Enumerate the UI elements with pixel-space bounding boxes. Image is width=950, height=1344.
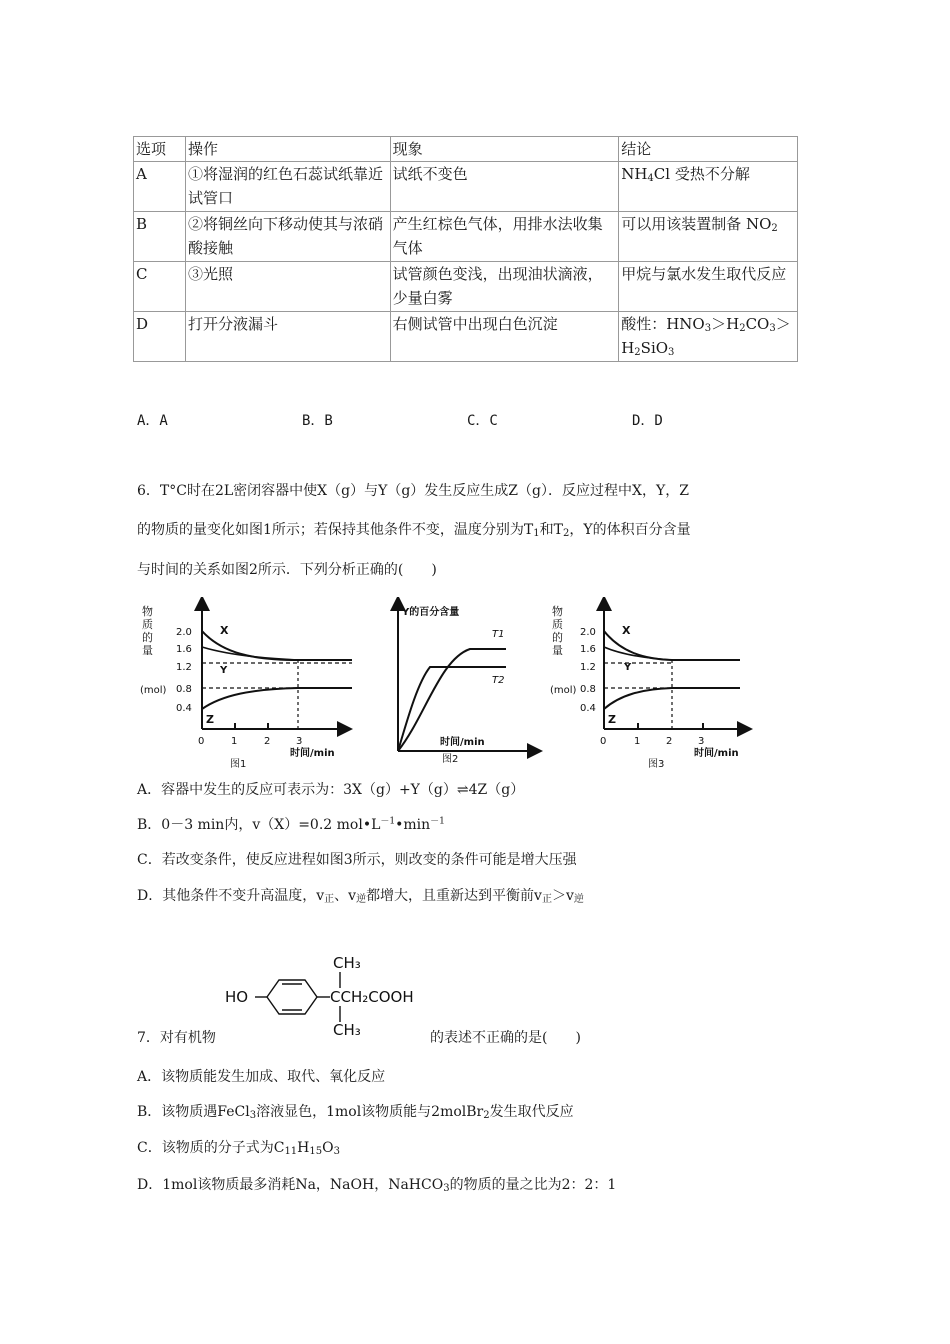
fig3-xtick: 1 [634,736,641,747]
table-cell: ②将铜丝向下移动使其与浓硝酸接触 [185,212,390,262]
fig3-ytick: 1.6 [580,644,596,655]
figure-3 [550,603,745,769]
q6-stem-line1: 6．T°C时在2L密闭容器中使X（g）与Y（g）发生反应生成Z（g）．反应过程中X，Y，Z [137,483,689,499]
q5-option-b[interactable]: B．B [302,413,333,429]
q6-option-a[interactable]: A．容器中发生的反应可表示为：3X（g）+Y（g）⇌4Z（g） [137,782,525,798]
structure-bottom-methyl: CH₃ [333,1021,361,1039]
fig3-xlabel: 时间/min [694,748,739,759]
fig1-caption: 图1 [230,759,247,769]
q6-option-b[interactable]: B．0－3 min内，v（X）=0.2 $mol•L^{-1}•\min^{-1}$ [137,816,445,833]
fig3-ytick: 2.0 [580,627,596,638]
table-cell: ①将湿润的红色石蕊试纸靠近试管口 [185,162,390,212]
q6-figures [140,597,760,769]
fig1-xtick: 1 [231,736,238,747]
q7-stem-suffix: 的表述不正确的是( ) [430,1030,581,1046]
fig1-xtick: 0 [198,736,205,747]
table-cell: 右侧试管中出现白色沉淀 [390,312,619,362]
fig1-series-y: Y [220,665,228,676]
fig2-caption: 图2 [442,754,459,765]
table-header: 现象 [390,137,619,162]
table-cell: C [134,262,186,312]
fig2-label-t2: T2 [492,675,505,686]
fig1-ytick: 1.6 [176,644,192,655]
fig1-unit: (mol) [140,685,167,696]
fig3-xtick: 0 [600,736,607,747]
q7-option-d[interactable]: D．1mol该物质最多消耗Na，NaOH，NaHCO$_3$的物质的量之比为2：2：1 [137,1177,617,1194]
fig2-label-t1: T1 [492,629,505,640]
fig3-ytick: 0.4 [580,703,596,714]
table-cell: $NH_4Cl$ 受热不分解 [619,162,798,212]
table-cell: 产生红棕色气体，用排水法收集气体 [390,212,619,262]
fig3-series-y: Y [624,662,632,673]
fig2-ylabel: Y的百分含量 [402,607,460,618]
fig3-series-z: Z [608,713,616,726]
fig3-ylabel-char: 的 [552,631,563,644]
fig3-ytick: 1.2 [580,662,596,673]
table-cell: ③光照 [185,262,390,312]
fig1-ylabel-char: 质 [142,618,153,631]
structure-ho: HO [225,988,249,1006]
table-header: 选项 [134,137,186,162]
q6-stem-line2: 的物质的量变化如图1所示；若保持其他条件不变，温度分别为$T_1$和$T_2$，Y的体积百分含量 [137,522,691,539]
table-cell: 打开分液漏斗 [185,312,390,362]
table-header: 结论 [619,137,798,162]
fig1-ylabel-char: 物 [142,605,153,618]
fig3-unit: (mol) [550,685,577,696]
fig3-curve-y [604,647,672,660]
q7-option-b[interactable]: B．该物质遇FeCl$_3$溶液显色，1mol该物质能与2molBr$_2$发生取代反应 [137,1104,574,1121]
fig1-ytick: 0.4 [176,703,192,714]
fig1-xtick: 2 [264,736,271,747]
fig3-caption: 图3 [648,759,665,769]
fig3-xtick: 2 [666,736,673,747]
q7-stem-prefix: 7．对有机物 [137,1030,216,1046]
table-cell: A [134,162,186,212]
fig3-ylabel-char: 质 [552,618,563,631]
table-cell: 试管颜色变浅，出现油状滴液，少量白雾 [390,262,619,312]
benzene-ring [267,980,317,1014]
q6-stem-line3: 与时间的关系如图2所示．下列分析正确的( ) [137,562,437,578]
structure-chain: CCH₂COOH [330,988,414,1006]
fig1-xtick: 3 [296,736,303,747]
q5-option-d[interactable]: D．D [632,413,663,429]
fig3-ytick: 0.8 [580,684,596,695]
fig1-xlabel: 时间/min [290,748,335,759]
fig3-series-x: X [622,624,631,637]
q5-option-c[interactable]: C．C [467,413,498,429]
structure-top-methyl: CH₃ [333,954,361,972]
table-cell: 酸性：$HNO_3>H_2CO_3>$ $H_2SiO_3$ [619,312,798,362]
fig1-ytick: 2.0 [176,627,192,638]
fig1-curve-z [202,688,352,709]
figure-1 [140,603,345,769]
fig3-ylabel-char: 物 [552,605,563,618]
table-row [134,312,798,362]
fig1-curve-y [202,647,298,660]
table-cell: 试纸不变色 [390,162,619,212]
table-cell: 可以用该装置制备 $NO_2$ [619,212,798,262]
fig1-ylabel-char: 的 [142,631,153,644]
fig1-series-x: X [220,624,229,637]
q6-option-c[interactable]: C．若改变条件，使反应进程如图3所示，则改变的条件可能是增大压强 [137,852,577,868]
q6-option-d[interactable]: D．其他条件不变升高温度，$v_正$、$v_逆$都增大，且重新达到平衡前$v_正>v_逆$ [137,888,584,905]
table-cell: B [134,212,186,262]
fig1-ytick: 1.2 [176,662,192,673]
q7-option-a[interactable]: A．该物质能发生加成、取代、氧化反应 [137,1069,386,1085]
q7-structure [225,950,430,1042]
q7-option-c[interactable]: C．该物质的分子式为$C_{11}H_{15}O_3$ [137,1140,340,1157]
table-cell: D [134,312,186,362]
q5-option-a[interactable]: A．A [137,413,168,429]
fig1-series-z: Z [206,713,214,726]
table-row [134,162,798,212]
fig1-ytick: 0.8 [176,684,192,695]
table-row [134,262,798,312]
table-cell: 甲烷与氯水发生取代反应 [619,262,798,312]
fig3-ylabel-char: 量 [552,644,563,657]
table-row [134,212,798,262]
fig1-ylabel-char: 量 [142,644,153,657]
table-header: 操作 [185,137,390,162]
fig3-xtick: 3 [698,736,705,747]
experiment-table [133,136,798,362]
figure-2 [398,603,535,765]
fig2-xlabel: 时间/min [440,737,485,748]
